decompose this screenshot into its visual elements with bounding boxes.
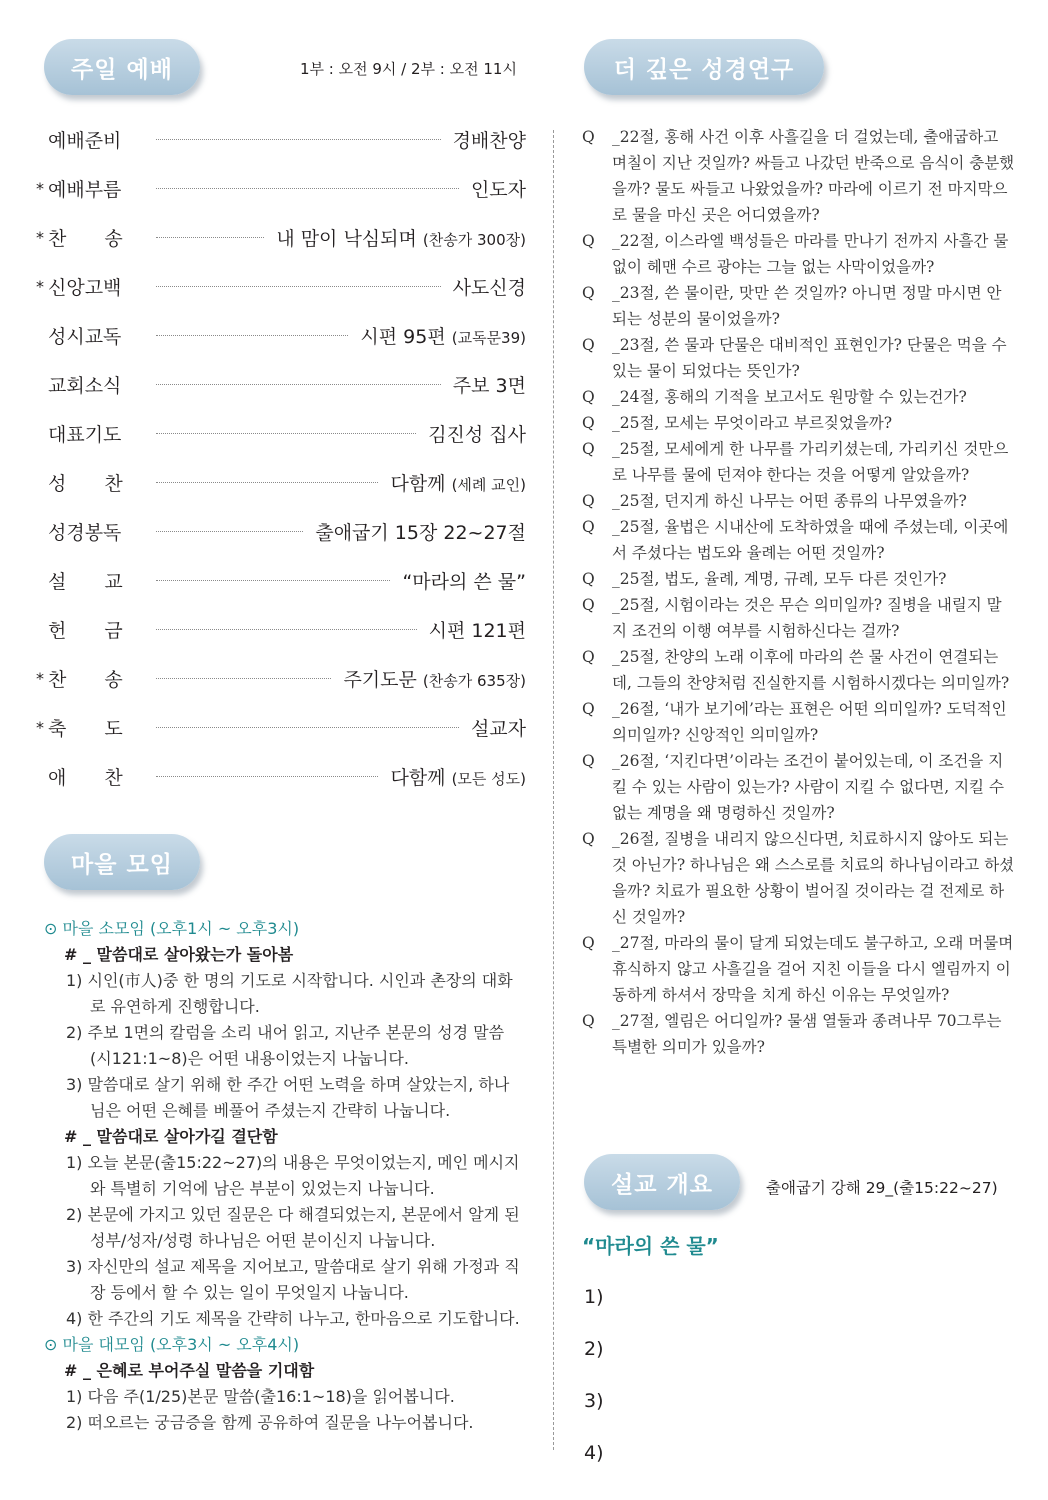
dotted-leader: [156, 433, 416, 434]
order-value: “마라의 쓴 물”: [402, 570, 526, 593]
question-list: [582, 124, 1016, 1060]
small-meeting-subheading: # _ 말씀대로 살아왔는가 돌아봄: [64, 945, 294, 964]
order-value: 다함께 (모든 성도): [390, 766, 526, 789]
order-value: 내 맘이 낙심되며 (찬송가 300장): [276, 227, 526, 250]
list-item: 3) 자신만의 설교 제목을 지어보고, 말씀대로 살기 위해 가정과 직장 등에서 할 수 있는 일이 무엇일지 나눕니다.: [66, 1257, 520, 1302]
question-item: Q _27절, 엘림은 어디일까? 물샘 열둘과 종려나무 70그루는 특별한 의미가 있을까?: [582, 1008, 1016, 1060]
order-row: [36, 612, 526, 646]
order-row: [36, 416, 526, 450]
question-item: Q _22절, 이스라엘 백성들은 마라를 만나기 전까지 사흘간 물 없이 헤맨 수르 광야는 그늘 없는 사막이었을까?: [582, 228, 1016, 280]
q-marker: Q: [582, 700, 595, 718]
large-meeting-heading: ⊙ 마을 대모임 (오후3시 ~ 오후4시): [44, 1335, 300, 1354]
q-marker: Q: [582, 934, 595, 952]
list-item: 2) 주보 1면의 칼럼을 소리 내어 읽고, 지난주 본문의 성경 말씀(시121:1~8)은 어떤 내용이었는지 나눕니다.: [66, 1023, 505, 1068]
list-item: 1) 다음 주(1/25)본문 말씀(출16:1~18)을 읽어봅니다.: [66, 1387, 455, 1406]
order-star: *: [36, 276, 44, 296]
order-row: [36, 367, 526, 401]
q-marker: Q: [582, 830, 595, 848]
q-marker: Q: [582, 284, 595, 302]
order-value: 인도자: [470, 178, 526, 201]
sermon-heading: “마라의 쓴 물”: [582, 1234, 719, 1258]
question-item: Q _25절, 찬양의 노래 이후에 마라의 쓴 물 사건이 연결되는데, 그들의 찬양처럼 진실한지를 시험하시겠다는 의미일까?: [582, 644, 1016, 696]
q-marker: Q: [582, 596, 595, 614]
order-row: [36, 318, 526, 352]
order-name: 신앙고백: [48, 276, 122, 299]
q-marker: Q: [582, 414, 595, 432]
question-item: Q _25절, 시험이라는 것은 무슨 의미일까? 질병을 내릴지 말지 조건의 이행 여부를 시험하신다는 걸까?: [582, 592, 1016, 644]
order-row: [36, 514, 526, 548]
question-item: Q _25절, 모세에게 한 나무를 가리키셨는데, 가리키신 것만으로 나무를 물에 던져야 한다는 것을 어떻게 알았을까?: [582, 436, 1016, 488]
order-row: [36, 171, 526, 205]
dotted-leader: [156, 286, 441, 287]
order-name: 성경봉독: [48, 521, 122, 544]
question-item: Q _24절, 홍해의 기적을 보고서도 원망할 수 있는건가?: [582, 384, 1016, 410]
dotted-leader: [156, 727, 459, 728]
sermon-title-label: 설교 개요: [611, 1171, 713, 1198]
order-name: 애 찬: [48, 766, 123, 789]
q-marker: Q: [582, 518, 595, 536]
order-value: 다함께 (세례 교인): [390, 472, 526, 495]
order-name: 예배준비: [48, 129, 122, 152]
dotted-leader: [156, 678, 331, 679]
village-meeting: [44, 916, 524, 1436]
study-title-pill: [584, 39, 824, 95]
study-title: 더 깊은 성경연구: [613, 56, 795, 83]
q-marker: Q: [582, 336, 595, 354]
worship-title-pill: [44, 39, 200, 95]
q-marker: Q: [582, 1012, 595, 1030]
order-row: [36, 563, 526, 597]
question-item: Q _26절, ‘내가 보기에’라는 표현은 어떤 의미일까? 도덕적인 의미일까? 신앙적인 의미일까?: [582, 696, 1016, 748]
order-row: [36, 759, 526, 793]
order-value: 김진성 집사: [428, 423, 526, 446]
order-value: 경배찬양: [452, 129, 526, 152]
order-name: 찬 송: [48, 668, 123, 691]
question-item: Q _25절, 모세는 무엇이라고 부르짖었을까?: [582, 410, 1016, 436]
order-value: 주기도문 (찬송가 635장): [343, 668, 526, 691]
q-marker: Q: [582, 388, 595, 406]
q-marker: Q: [582, 752, 595, 770]
q-marker: Q: [582, 570, 595, 588]
q-marker: Q: [582, 440, 595, 458]
order-star: *: [36, 178, 44, 198]
order-name: 대표기도: [48, 423, 122, 446]
question-item: Q _27절, 마라의 물이 달게 되었는데도 불구하고, 오래 머물며 휴식하지 않고 사흘길을 걸어 지친 이들을 다시 엘림까지 이동하게 하셔서 장막을 치게 하신 이유는 무엇일까?: [582, 930, 1016, 1008]
dotted-leader: [156, 237, 264, 238]
dotted-leader: [156, 629, 417, 630]
order-row: [36, 269, 526, 303]
order-name: 찬 송: [48, 227, 123, 250]
question-item: Q _25절, 법도, 율례, 계명, 규례, 모두 다른 것인가?: [582, 566, 1016, 592]
question-item: Q _25절, 율법은 시내산에 도착하였을 때에 주셨는데, 이곳에서 주셨다는 법도와 율례는 어떤 것일까?: [582, 514, 1016, 566]
order-name: 성 찬: [48, 472, 123, 495]
order-name: 교회소식: [48, 374, 122, 397]
outline-number: 3): [584, 1390, 604, 1412]
dotted-leader: [156, 188, 459, 189]
order-star: *: [36, 717, 44, 737]
sermon-subtitle: 출애굽기 강해 29_(출15:22~27): [766, 1179, 998, 1197]
list-item: 2) 떠오르는 궁금증을 함께 공유하여 질문을 나누어봅니다.: [66, 1413, 474, 1432]
order-value: 주보 3면: [452, 374, 526, 397]
outline-number: 2): [584, 1338, 604, 1360]
dotted-leader: [156, 776, 378, 777]
order-row: [36, 122, 526, 156]
question-item: Q _26절, 질병을 내리지 않으신다면, 치료하시지 않아도 되는 것 아닌가? 하나님은 왜 스스로를 치료의 하나님이라고 하셨을까? 치료가 필요한 상황이 벌어질 것이라는 걸 전제로 하신 것일까?: [582, 826, 1016, 930]
dotted-leader: [156, 384, 441, 385]
order-name: 예배부름: [48, 178, 122, 201]
order-value: 설교자: [470, 717, 526, 740]
q-marker: Q: [582, 128, 595, 146]
small-meeting-subheading: # _ 말씀대로 살아가길 결단함: [64, 1127, 278, 1146]
dotted-leader: [156, 335, 348, 336]
dotted-leader: [156, 531, 303, 532]
outline-number: 4): [584, 1442, 604, 1464]
worship-title: 주일 예배: [71, 56, 173, 83]
list-item: 2) 본문에 가지고 있던 질문은 다 해결되었는지, 본문에서 알게 된 성부/성자/성령 하나님은 어떤 분이신지 나눕니다.: [66, 1205, 520, 1250]
list-item: 1) 시인(市人)중 한 명의 기도로 시작합니다. 시인과 촌장의 대화로 유연하게 진행합니다.: [66, 971, 513, 1016]
q-marker: Q: [582, 232, 595, 250]
list-item: 3) 말씀대로 살기 위해 한 주간 어떤 노력을 하며 살았는지, 하나님은 어떤 은혜를 베풀어 주셨는지 간략히 나눕니다.: [66, 1075, 510, 1120]
question-item: Q _26절, ‘지킨다면’이라는 조건이 붙어있는데, 이 조건을 지킬 수 있는 사람이 있는가? 사람이 지킬 수 없다면, 지킬 수 없는 계명을 왜 명령하신 것일까?: [582, 748, 1016, 826]
dotted-leader: [156, 482, 378, 483]
column-divider: [553, 130, 554, 1450]
order-star: *: [36, 227, 44, 247]
village-title-pill: [44, 834, 200, 890]
list-item: 1) 오늘 본문(출15:22~27)의 내용은 무엇이었는지, 메인 메시지와 특별히 기억에 남은 부분이 있었는지 나눕니다.: [66, 1153, 520, 1198]
question-item: Q _23절, 쓴 물이란, 맛만 쓴 것일까? 아니면 정말 마시면 안 되는 성분의 물이었을까?: [582, 280, 1016, 332]
order-row: [36, 661, 526, 695]
order-name: 축 도: [48, 717, 123, 740]
outline-number: 1): [584, 1286, 604, 1308]
dotted-leader: [156, 139, 441, 140]
worship-times: 1부 : 오전 9시 / 2부 : 오전 11시: [300, 60, 517, 78]
order-row: [36, 465, 526, 499]
small-meeting-heading: ⊙ 마을 소모임 (오후1시 ~ 오후3시): [44, 919, 300, 938]
sermon-title-pill: [584, 1154, 740, 1210]
order-value: 시편 95편 (교독문39): [360, 325, 526, 348]
list-item: 4) 한 주간의 기도 제목을 간략히 나누고, 한마음으로 기도합니다.: [66, 1309, 520, 1328]
large-meeting-subheading: # _ 은혜로 부어주실 말씀을 기대함: [64, 1361, 315, 1380]
order-value: 출애굽기 15장 22~27절: [315, 521, 526, 544]
question-item: Q _22절, 홍해 사건 이후 사흘길을 더 걸었는데, 출애굽하고 며칠이 지난 것일까? 싸들고 나갔던 반죽으로 음식이 충분했을까? 물도 싸들고 나왔었을까? 마라에 이르기 전 마지막으로 물을 마신 곳은 어디였을까?: [582, 124, 1016, 228]
village-title: 마을 모임: [71, 851, 173, 878]
question-item: Q _23절, 쓴 물과 단물은 대비적인 표현인가? 단물은 먹을 수 있는 물이 되었다는 뜻인가?: [582, 332, 1016, 384]
order-row: [36, 220, 526, 254]
q-marker: Q: [582, 492, 595, 510]
q-marker: Q: [582, 648, 595, 666]
order-name: 성시교독: [48, 325, 122, 348]
question-item: Q _25절, 던지게 하신 나무는 어떤 종류의 나무였을까?: [582, 488, 1016, 514]
order-value: 시편 121편: [428, 619, 526, 642]
order-value: 사도신경: [452, 276, 526, 299]
order-name: 헌 금: [48, 619, 123, 642]
dotted-leader: [156, 580, 390, 581]
order-name: 설 교: [48, 570, 123, 593]
order-star: *: [36, 668, 44, 688]
order-row: [36, 710, 526, 744]
